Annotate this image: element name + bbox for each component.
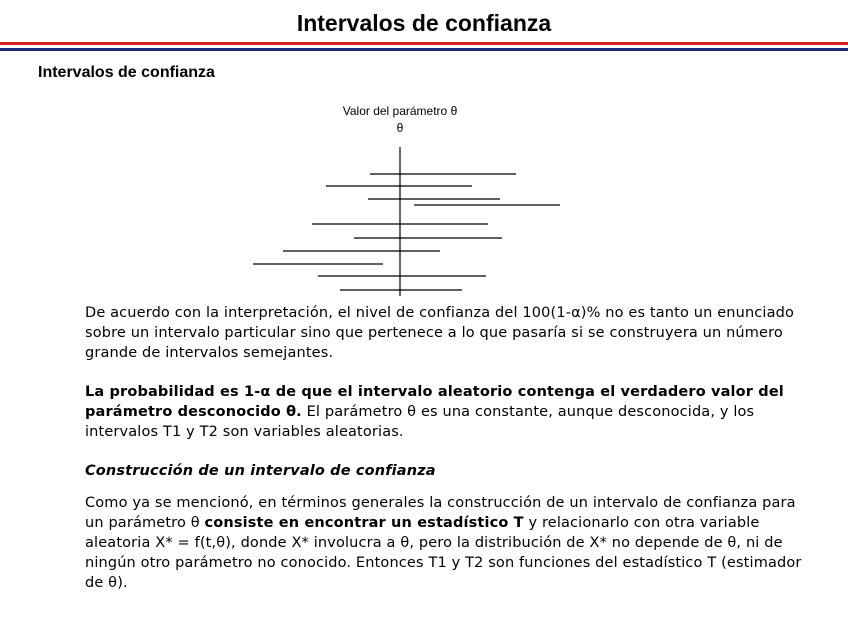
probability-statement: La probabilidad es 1-α de que el intervalo aleatorio contenga el verdadero valor del parámetro desconocido θ.	[85, 384, 784, 420]
parameter-label-text: Valor del parámetro θ	[342, 104, 458, 118]
paragraph-construction	[85, 493, 805, 593]
slide-title: Intervalos de confianza	[296, 10, 552, 36]
construction-text-a: Como ya se mencionó, en términos generales la construcción de un intervalo de confianza para un parámetro θ	[85, 495, 796, 531]
construction-emphasis: consiste en encontrar un estadístico T	[204, 515, 524, 531]
construction-text-b: y relacionarlo con otra variable aleatoria X* = f(t,θ), donde X* involucra a θ, pero la distribución de X* no depende de θ, ni de ningún otro parámetro no conocido. Entonces T1 y T2 son funciones del estadístico T (estimador de θ).	[85, 515, 802, 591]
subheading-construction: Construcción de un intervalo de confianza	[85, 463, 436, 479]
section-heading: Intervalos de confianza	[38, 64, 215, 81]
paragraph-probability	[85, 382, 805, 442]
paragraph-interpretation: De acuerdo con la interpretación, el nivel de confianza del 100(1-α)% no es tanto un enunciado sobre un intervalo particular sino que pertenece a lo que pasaría si se construyera un número grande de intervalos semejantes.	[85, 305, 795, 361]
parameter-symbol: θ	[396, 121, 404, 135]
probability-explanation: El parámetro θ es una constante, aunque desconocida, y los intervalos T1 y T2 son variables aleatorias.	[85, 404, 755, 440]
